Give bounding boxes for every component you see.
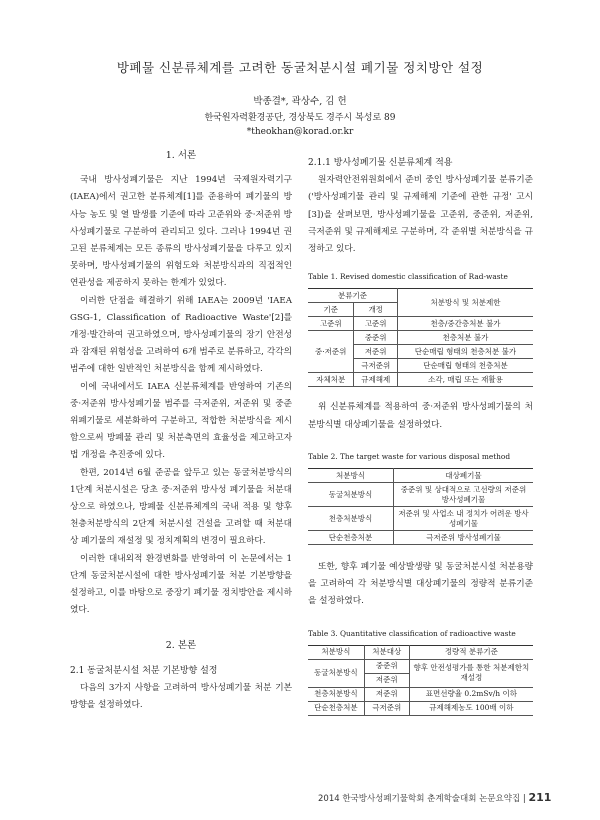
table-cell: 극저준위 방사성폐기물 (394, 531, 534, 545)
intro-paragraph: 한편, 2014년 6월 준공을 앞두고 있는 동굴처분방식의 1단계 처분시설은 당초 중·저준위 방사성 폐기물을 처분대상으로 하였으나, 방폐물 신분류체계의 국내 적용 및 향후 천층처분방식의 2단계 처분시설 건설을 고려할 때 처분대상 폐기물의 재설정 및 정치계획의 변경이 필요하다. (70, 467, 292, 547)
table-row (308, 317, 533, 331)
subsection-heading: 2.1.1 방사성폐기물 신분류체계 적용 (308, 158, 453, 168)
section-heading-body: 2. 본론 (165, 640, 197, 652)
table-cell: 저준위 (364, 673, 409, 687)
table-cell: 중준위 (354, 331, 398, 345)
intro-paragraph: 이러한 단점을 해결하기 위해 IAEA는 2009년 'IAEA GSG-1, Classification of Radioactive Waste'[2]를 개정·발간하여 권고하였으며, 방사성폐기물의 장기 안전성과 잠재된 위험성을 고려하여 6개 범주로 분류하고, 각각의 범주에 대한 일반적인 처분방식을 함께 제시하였다. (70, 295, 292, 375)
body-paragraph: 위 신분류체계를 적용하여 중·저준위 방사성폐기물의 처분방식별 대상폐기물을 설정하였다. (308, 402, 533, 430)
paper-title: 방폐물 신분류체계를 고려한 동굴처분시설 폐기물 정치방안 설정 (116, 60, 484, 75)
table-header: 기준 (308, 303, 354, 317)
intro-paragraph: 국내 방사성폐기물은 지난 1994년 국제원자력기구(IAEA)에서 권고한 분류체계[1]를 준용하여 폐기물의 방사능 농도 및 열 발생률 기준에 따라 고준위와 중·저준위 방사성폐기물로 구분하여 관리되고 있다. 그러나 1994년 권고된 분류체계는 모든 종류의 방사성폐기물을 다루고 있지 못하며, 방사성폐기물의 위험도와 처분방식과의 직접적인 연관성을 제공하지 못하는 한계가 있었다. (70, 175, 292, 289)
page-number: 211 (528, 791, 552, 804)
table-header: 정량적 분류기준 (409, 645, 533, 659)
table2-caption: Table 2. The target waste for various disposal method (308, 451, 511, 461)
table-cell: 극저준위 (354, 359, 398, 373)
table-row (308, 483, 533, 507)
table-cell: 극저준위 (364, 701, 409, 715)
affiliation: 한국원자력환경공단, 경상북도 경주시 복성로 89 (204, 113, 396, 123)
table-cell: 소각, 매립 또는 재활용 (397, 373, 533, 387)
table-cell: 고준위 (308, 317, 354, 331)
table3-caption: Table 3. Quantitative classification of radioactive waste (308, 628, 516, 638)
table-row (308, 531, 533, 545)
table-cell: 규제해제농도 100배 이하 (409, 701, 533, 715)
table-cell: 규제해제 (354, 373, 398, 387)
body-paragraph: 또한, 향후 폐기물 예상발생량 및 동굴처분시설 처분용량을 고려하여 각 처분방식별 대상폐기물의 정량적 분류기준을 설정하였다. (308, 562, 533, 607)
table-cell: 저준위 (354, 345, 398, 359)
table1 (308, 288, 533, 387)
page-footer (318, 791, 551, 804)
author-list: 박종결*, 곽상수, 김 헌 (253, 96, 347, 107)
table-cell: 천층처분 불가 (397, 331, 533, 345)
table-cell: 동굴처분방식 (308, 659, 364, 687)
left-column (70, 147, 292, 714)
table-row (308, 701, 533, 715)
intro-paragraph: 이에 국내에서도 IAEA 신분류체계를 반영하여 기존의 중·저준위 방사성폐기물 범주를 극저준위, 저준위 및 중준위폐기물로 세분화하여 구분하고, 적합한 처분방식을 제시함으로써 방폐물 관리 및 처분측면의 효율성을 제고하고자 법 개정을 추진중에 있다. (70, 381, 292, 461)
table-header: 처분방식 및 처분제한 (397, 289, 533, 317)
table-header: 처분대상 (364, 645, 409, 659)
table-row (308, 687, 533, 701)
table-row (308, 331, 533, 345)
table2 (308, 468, 533, 545)
table-cell: 자체처분 (308, 373, 354, 387)
body-paragraph: 다음의 3가지 사항을 고려하여 방사성폐기물 처분 기본방향을 설정하였다. (70, 682, 292, 711)
table-cell: 중준위 (364, 659, 409, 673)
contact-email: *theokhan@korad.or.kr (246, 127, 354, 137)
table-header: 처분방식 (308, 645, 364, 659)
table3 (308, 645, 533, 716)
table-cell: 천층처분방식 (308, 507, 394, 531)
table-cell: 중준위 및 상대적으로 고선량의 저준위 방사성폐기물 (394, 483, 534, 507)
footer-separator: | (522, 794, 526, 804)
table-cell: 중·저준위 (308, 331, 354, 373)
table-cell: 단순매립 형태의 천층처분 (397, 359, 533, 373)
table-row (308, 373, 533, 387)
table-cell: 저준위 (364, 687, 409, 701)
table-row (308, 507, 533, 531)
table-cell: 천층/중간층처분 불가 (397, 317, 533, 331)
table-header: 분류기준 (308, 289, 397, 303)
right-column (308, 147, 533, 716)
proceedings-title: 2014 한국방사성폐기물학회 춘계학술대회 논문요약집 (318, 794, 521, 804)
table-header: 대상폐기물 (394, 469, 534, 483)
table-cell: 천층처분방식 (308, 687, 364, 701)
table-cell: 동굴처분방식 (308, 483, 394, 507)
table-header: 처분방식 (308, 469, 394, 483)
subsection-heading: 2.1 동굴처분시설 처분 기본방향 설정 (70, 665, 218, 676)
table-cell: 단순매립 형태의 천층처분 불가 (397, 345, 533, 359)
intro-paragraph: 이러한 대내외적 환경변화를 반영하여 이 논문에서는 1단계 동굴처분시설에 대한 방사성폐기물 처분 기본방향을 설정하고, 이를 바탕으로 중장기 폐기물 정치방안을 제시하였다. (70, 553, 292, 616)
table-cell: 표면선량율 0.2mSv/h 이하 (409, 687, 533, 701)
table-cell: 고준위 (354, 317, 398, 331)
table-cell: 단순천층처분 (308, 531, 394, 545)
table-header: 개정 (354, 303, 398, 317)
section-heading-intro: 1. 서론 (165, 150, 197, 161)
table1-caption: Table 1. Revised domestic classification of Rad-waste (308, 272, 508, 282)
table-cell: 저준위 및 사업소 내 정치가 어려운 방사성폐기물 (394, 507, 534, 531)
table-cell: 향후 안전성평가를 통한 처분제한치 재설정 (409, 659, 533, 687)
table-row (308, 659, 533, 673)
table-cell: 단순천층처분 (308, 701, 364, 715)
body-paragraph: 원자력안전위원회에서 준비 중인 방사성폐기물 분류기준('방사성폐기물 관리 및 규제해제 기준에 관한 규정' 고시[3])을 살펴보면, 방사성폐기물을 고준위, 중준위, 저준위, 극저준위 및 규제해제로 구분하며, 각 준위별 처분방식을 규정하고 있다. (308, 175, 533, 255)
